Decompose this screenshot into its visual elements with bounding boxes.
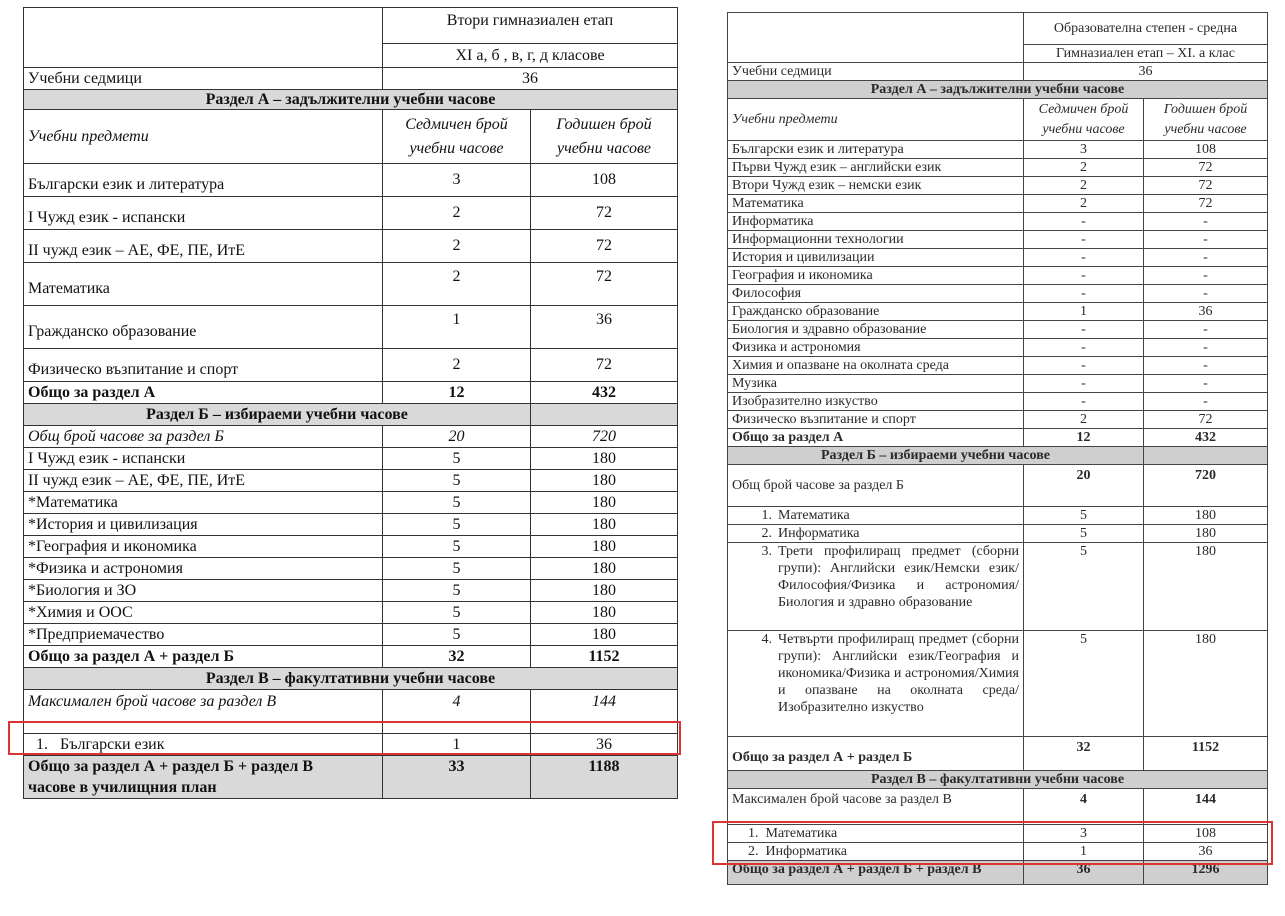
subject-name: *Физика и астрономия: [24, 558, 383, 580]
annual-hours: 72: [531, 197, 678, 230]
subject-name: Биология и здравно образование: [728, 321, 1024, 339]
subject-name: География и икономика: [728, 267, 1024, 285]
weekly-hours: 5: [383, 492, 531, 514]
table-row: [24, 492, 678, 514]
table-row: [728, 525, 1268, 543]
table-row: [728, 249, 1268, 267]
right-section-c-title: Раздел В – факултативни учебни часове: [728, 771, 1268, 789]
annual-hours: 180: [531, 514, 678, 536]
table-row: [728, 411, 1268, 429]
total-a-label: Общо за раздел А: [24, 382, 383, 404]
total-row: [24, 756, 678, 799]
right-weeks-label: Учебни седмици: [728, 63, 1024, 81]
subject-name: I Чужд език - испански: [24, 448, 383, 470]
total-abc-annual: 1188: [531, 756, 678, 799]
subject-name: Първи Чужд език – английски език: [728, 159, 1024, 177]
total-ab-label: Общо за раздел А + раздел Б: [728, 737, 1024, 771]
left-section-a-title: Раздел А – задължителни учебни часове: [24, 90, 678, 110]
total-a-annual: 432: [1144, 429, 1268, 447]
weekly-hours: 2: [383, 230, 531, 263]
annual-hours: 180: [531, 602, 678, 624]
table-row: [728, 159, 1268, 177]
table-row: [24, 448, 678, 470]
table-row: [728, 507, 1268, 525]
table-row: [728, 825, 1268, 843]
weekly-hours: -: [1024, 375, 1144, 393]
left-col-annual: Годишен брой учебни часове: [531, 110, 678, 164]
annual-hours: 180: [531, 492, 678, 514]
subject-name: Информационни технологии: [728, 231, 1024, 249]
weekly-hours: 2: [1024, 159, 1144, 177]
subject-name: Музика: [728, 375, 1024, 393]
table-row: [728, 267, 1268, 285]
left-curriculum-table: [23, 7, 678, 799]
weekly-hours: -: [1024, 393, 1144, 411]
subject-name: История и цивилизации: [728, 249, 1024, 267]
weekly-hours: -: [1024, 231, 1144, 249]
table-row: [728, 393, 1268, 411]
table-row: [24, 624, 678, 646]
subject-name: *Химия и ООС: [24, 602, 383, 624]
table-row: [24, 558, 678, 580]
subject-name: Философия: [728, 285, 1024, 303]
annual-hours: 36: [1144, 843, 1268, 861]
table-row: [728, 357, 1268, 375]
b-total-hours-weekly: 20: [1024, 465, 1144, 507]
table-row: [24, 306, 678, 349]
subject-name: Втори Чужд език – немски език: [728, 177, 1024, 195]
annual-hours: -: [1144, 393, 1268, 411]
table-row: [728, 285, 1268, 303]
total-row: [728, 429, 1268, 447]
subject-name: *Биология и ЗО: [24, 580, 383, 602]
table-row: [24, 734, 678, 756]
subject-name: 3. Трети профилиращ предмет (сборни групи): Английски език/Немски език/Философия/Физика и астрономия/Биология и здравно образование: [728, 543, 1024, 631]
total-ab-label: Общо за раздел А + раздел Б: [24, 646, 383, 668]
annual-hours: 180: [531, 536, 678, 558]
table-row: [728, 231, 1268, 249]
left-header-empty-cell: [24, 8, 383, 68]
subject-name: Гражданско образование: [728, 303, 1024, 321]
subject-name: Химия и опазване на околната среда: [728, 357, 1024, 375]
weekly-hours: 5: [1024, 631, 1144, 737]
weekly-hours: -: [1024, 249, 1144, 267]
right-header-stage: Гимназиален етап – XI. а клас: [1024, 45, 1268, 63]
weekly-hours: -: [1024, 339, 1144, 357]
subject-name: Физика и астрономия: [728, 339, 1024, 357]
annual-hours: 36: [1144, 303, 1268, 321]
c-max-weekly: 4: [1024, 789, 1144, 825]
annual-hours: 72: [531, 349, 678, 382]
left-header-classes: XI а, б , в, г, д класове: [383, 44, 678, 68]
table-row: [24, 514, 678, 536]
table-row: [728, 195, 1268, 213]
annual-hours: -: [1144, 267, 1268, 285]
subject-name: 2. Информатика: [728, 843, 1024, 861]
weekly-hours: 2: [383, 349, 531, 382]
right-col-weekly: Седмичен брой учебни часове: [1024, 99, 1144, 141]
annual-hours: 180: [531, 624, 678, 646]
weekly-hours: 5: [1024, 507, 1144, 525]
b-total-hours-label: Общ брой часове за раздел Б: [24, 426, 383, 448]
weekly-hours: -: [1024, 357, 1144, 375]
right-col-subjects: Учебни предмети: [728, 99, 1024, 141]
annual-hours: 180: [531, 558, 678, 580]
section-b-title-empty: [1144, 447, 1268, 465]
annual-hours: 72: [1144, 177, 1268, 195]
annual-hours: 72: [531, 230, 678, 263]
weekly-hours: 5: [383, 470, 531, 492]
total-abc-weekly: 33: [383, 756, 531, 799]
weekly-hours: -: [1024, 285, 1144, 303]
table-row: [728, 213, 1268, 231]
table-row: [24, 263, 678, 306]
total-abc-label: Общо за раздел А + раздел Б + раздел В часове в училищния план: [24, 756, 383, 799]
annual-hours: 72: [1144, 195, 1268, 213]
annual-hours: 72: [1144, 411, 1268, 429]
b-total-hours-annual: 720: [531, 426, 678, 448]
section-b-title-empty: [531, 404, 678, 426]
weekly-hours: -: [1024, 321, 1144, 339]
subject-name: Гражданско образование: [24, 306, 383, 349]
c-max-label: Максимален брой часове за раздел В: [728, 789, 1024, 825]
subject-name: *Предприемачество: [24, 624, 383, 646]
subject-name: II чужд език – АЕ, ФЕ, ПЕ, ИтЕ: [24, 470, 383, 492]
right-header-degree: Образователна степен - средна: [1024, 13, 1268, 45]
weekly-hours: 5: [383, 448, 531, 470]
left-col-subjects: Учебни предмети: [24, 110, 383, 164]
subject-name: 1. Математика: [728, 825, 1024, 843]
subject-name: Математика: [24, 263, 383, 306]
left-section-b-title: Раздел Б – избираеми учебни часове: [24, 404, 531, 426]
subject-name: 1. Математика: [728, 507, 1024, 525]
right-section-a-title: Раздел А – задължителни учебни часове: [728, 81, 1268, 99]
total-a-annual: 432: [531, 382, 678, 404]
annual-hours: 72: [1144, 159, 1268, 177]
subject-name: Български език и литература: [728, 141, 1024, 159]
left-weeks-label: Учебни седмици: [24, 68, 383, 90]
annual-hours: 180: [1144, 631, 1268, 737]
annual-hours: 108: [1144, 825, 1268, 843]
annual-hours: -: [1144, 357, 1268, 375]
annual-hours: 108: [1144, 141, 1268, 159]
weekly-hours: 2: [1024, 411, 1144, 429]
subject-name: Изобразително изкуство: [728, 393, 1024, 411]
subject-name: 4. Четвърти профилиращ предмет (сборни групи): Английски език/География и икономика/Физика и астрономия/Химия и опазване на околната среда/Изобразително изкуство: [728, 631, 1024, 737]
annual-hours: 180: [531, 470, 678, 492]
total-row: [728, 737, 1268, 771]
annual-hours: 180: [1144, 525, 1268, 543]
annual-hours: 180: [1144, 507, 1268, 525]
weekly-hours: -: [1024, 267, 1144, 285]
weekly-hours: -: [1024, 213, 1144, 231]
weekly-hours: 1: [383, 734, 531, 756]
c-max-weekly: 4: [383, 690, 531, 734]
table-row: [24, 536, 678, 558]
right-weeks-value: 36: [1024, 63, 1268, 81]
right-curriculum-table: [727, 12, 1268, 885]
total-ab-weekly: 32: [383, 646, 531, 668]
table-row: [728, 543, 1268, 631]
weekly-hours: 3: [383, 164, 531, 197]
table-row: [24, 164, 678, 197]
annual-hours: -: [1144, 375, 1268, 393]
annual-hours: 180: [531, 580, 678, 602]
table-row: [24, 197, 678, 230]
annual-hours: 108: [531, 164, 678, 197]
b-total-hours-annual: 720: [1144, 465, 1268, 507]
total-abc-label: Общо за раздел А + раздел Б + раздел В: [728, 861, 1024, 885]
annual-hours: -: [1144, 249, 1268, 267]
table-row: [24, 349, 678, 382]
table-row: [728, 631, 1268, 737]
table-row: [728, 303, 1268, 321]
total-a-label: Общо за раздел А: [728, 429, 1024, 447]
subject-name: Информатика: [728, 213, 1024, 231]
weekly-hours: 5: [1024, 525, 1144, 543]
annual-hours: 36: [531, 734, 678, 756]
annual-hours: 180: [531, 448, 678, 470]
c-max-annual: 144: [1144, 789, 1268, 825]
weekly-hours: 5: [383, 558, 531, 580]
table-row: [728, 141, 1268, 159]
annual-hours: -: [1144, 321, 1268, 339]
annual-hours: -: [1144, 339, 1268, 357]
weekly-hours: 3: [1024, 825, 1144, 843]
subject-name: *Математика: [24, 492, 383, 514]
table-row: [728, 321, 1268, 339]
right-header-empty-cell: [728, 13, 1024, 63]
total-a-weekly: 12: [383, 382, 531, 404]
table-row: [728, 375, 1268, 393]
total-ab-annual: 1152: [1144, 737, 1268, 771]
annual-hours: 36: [531, 306, 678, 349]
subject-name: Математика: [728, 195, 1024, 213]
annual-hours: -: [1144, 231, 1268, 249]
total-row: [728, 861, 1268, 885]
left-header-stage: Втори гимназиален етап: [383, 8, 678, 44]
table-row: [24, 580, 678, 602]
weekly-hours: 1: [383, 306, 531, 349]
c-max-annual: 144: [531, 690, 678, 734]
weekly-hours: 1: [1024, 303, 1144, 321]
weekly-hours: 2: [383, 263, 531, 306]
table-row: [728, 843, 1268, 861]
weekly-hours: 5: [1024, 543, 1144, 631]
weekly-hours: 5: [383, 580, 531, 602]
weekly-hours: 2: [1024, 177, 1144, 195]
subject-name: 2. Информатика: [728, 525, 1024, 543]
weekly-hours: 2: [383, 197, 531, 230]
subject-name: I Чужд език - испански: [24, 197, 383, 230]
total-ab-annual: 1152: [531, 646, 678, 668]
table-row: [24, 470, 678, 492]
left-col-weekly: Седмичен брой учебни часове: [383, 110, 531, 164]
weekly-hours: 1: [1024, 843, 1144, 861]
subject-name: II чужд език – АЕ, ФЕ, ПЕ, ИтЕ: [24, 230, 383, 263]
subject-name: Физическо възпитание и спорт: [24, 349, 383, 382]
right-section-b-title: Раздел Б – избираеми учебни часове: [728, 447, 1144, 465]
table-row: [728, 177, 1268, 195]
c-max-label: Максимален брой часове за раздел В: [24, 690, 383, 734]
table-row: [728, 339, 1268, 357]
weekly-hours: 5: [383, 602, 531, 624]
total-ab-weekly: 32: [1024, 737, 1144, 771]
b-total-hours-label: Общ брой часове за раздел Б: [728, 465, 1024, 507]
annual-hours: 180: [1144, 543, 1268, 631]
annual-hours: -: [1144, 285, 1268, 303]
subject-name: Физическо възпитание и спорт: [728, 411, 1024, 429]
weekly-hours: 5: [383, 624, 531, 646]
weekly-hours: 5: [383, 536, 531, 558]
weekly-hours: 3: [1024, 141, 1144, 159]
subject-name: Български език и литература: [24, 164, 383, 197]
total-abc-weekly: 36: [1024, 861, 1144, 885]
table-row: [24, 230, 678, 263]
weekly-hours: 5: [383, 514, 531, 536]
subject-name: *География и икономика: [24, 536, 383, 558]
total-row: [24, 646, 678, 668]
total-row: [24, 382, 678, 404]
right-col-annual: Годишен брой учебни часове: [1144, 99, 1268, 141]
annual-hours: -: [1144, 213, 1268, 231]
table-row: [24, 602, 678, 624]
subject-name: 1. Български език: [24, 734, 383, 756]
left-section-c-title: Раздел В – факултативни учебни часове: [24, 668, 678, 690]
b-total-hours-weekly: 20: [383, 426, 531, 448]
annual-hours: 72: [531, 263, 678, 306]
left-weeks-value: 36: [383, 68, 678, 90]
total-a-weekly: 12: [1024, 429, 1144, 447]
weekly-hours: 2: [1024, 195, 1144, 213]
subject-name: *История и цивилизация: [24, 514, 383, 536]
total-abc-annual: 1296: [1144, 861, 1268, 885]
